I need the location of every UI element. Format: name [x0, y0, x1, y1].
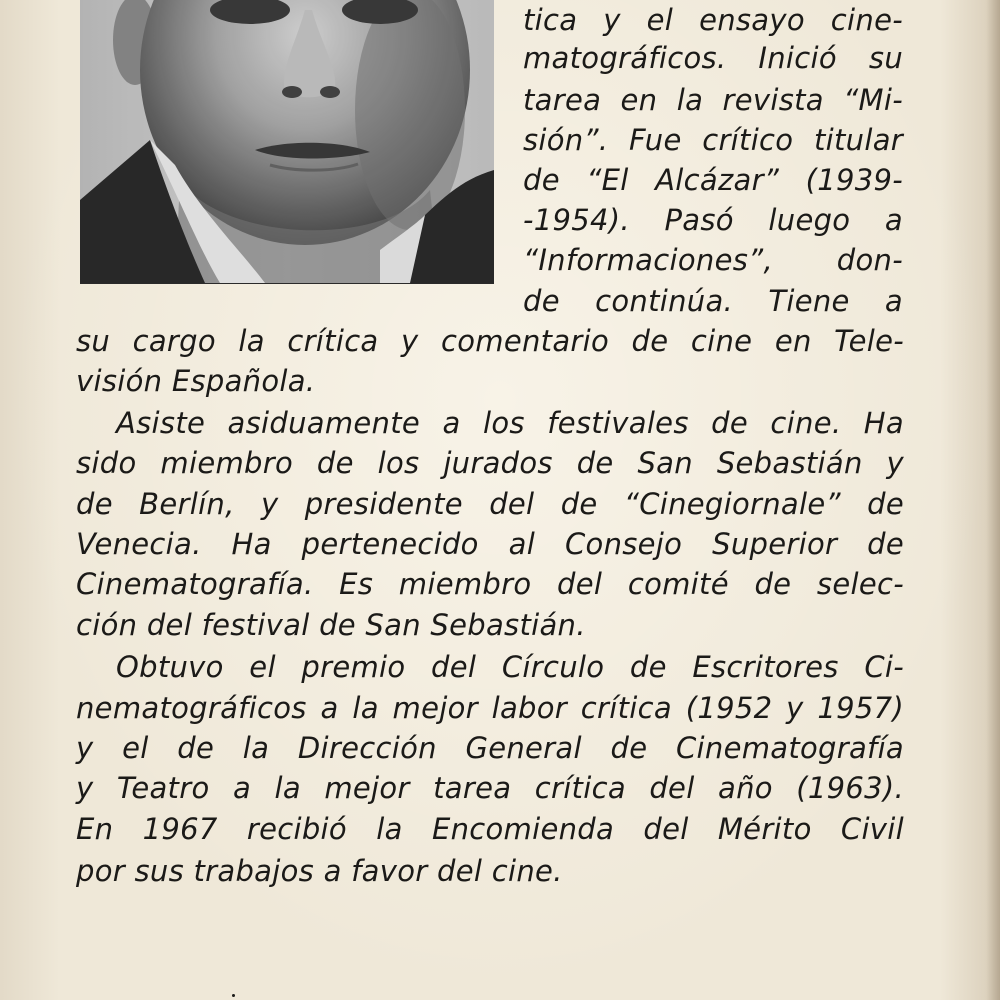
text-line: de “El Alcázar” (1939- — [523, 163, 903, 197]
text-line: “Informaciones”, don- — [523, 243, 903, 277]
text-line: En 1967 recibió la Encomienda del Mérito Civil — [76, 812, 904, 846]
text-line: sido miembro de los jurados de San Sebastián y — [76, 446, 904, 480]
text-line: Obtuvo el premio del Círculo de Escritores Ci- — [116, 650, 904, 684]
text-line: Venecia. Ha pertenecido al Consejo Superior de — [76, 527, 904, 561]
text-line: por sus trabajos a favor del cine. — [76, 854, 563, 888]
text-line: tarea en la revista “Mi- — [523, 83, 903, 117]
text-line: ción del festival de San Sebastián. — [76, 608, 586, 642]
text-line: y Teatro a la mejor tarea crítica del año (1963). — [76, 771, 904, 805]
text-line: nematográficos a la mejor labor crítica (1952 y 1957) — [76, 691, 904, 725]
text-line: -1954). Pasó luego a — [523, 203, 903, 237]
text-line: su cargo la crítica y comentario de cine en Tele- — [76, 324, 904, 358]
text-line: y el de la Dirección General de Cinematografía — [76, 731, 904, 765]
page-edge-shadow — [986, 0, 1000, 1000]
text-line: visión Española. — [76, 364, 316, 398]
text-line: de continúa. Tiene a — [523, 284, 903, 318]
text-line: sión”. Fue crítico titular — [523, 123, 903, 157]
text-line: matográficos. Inició su — [523, 41, 903, 75]
portrait-photo-icon — [80, 0, 494, 284]
text-line: de Berlín, y presidente del de “Cinegiornale” de — [76, 487, 904, 521]
print-speck — [232, 994, 235, 997]
text-line: Cinematografía. Es miembro del comité de selec- — [76, 567, 904, 601]
text-line: tica y el ensayo cine- — [523, 3, 903, 37]
text-line: Asiste asiduamente a los festivales de cine. Ha — [116, 406, 904, 440]
